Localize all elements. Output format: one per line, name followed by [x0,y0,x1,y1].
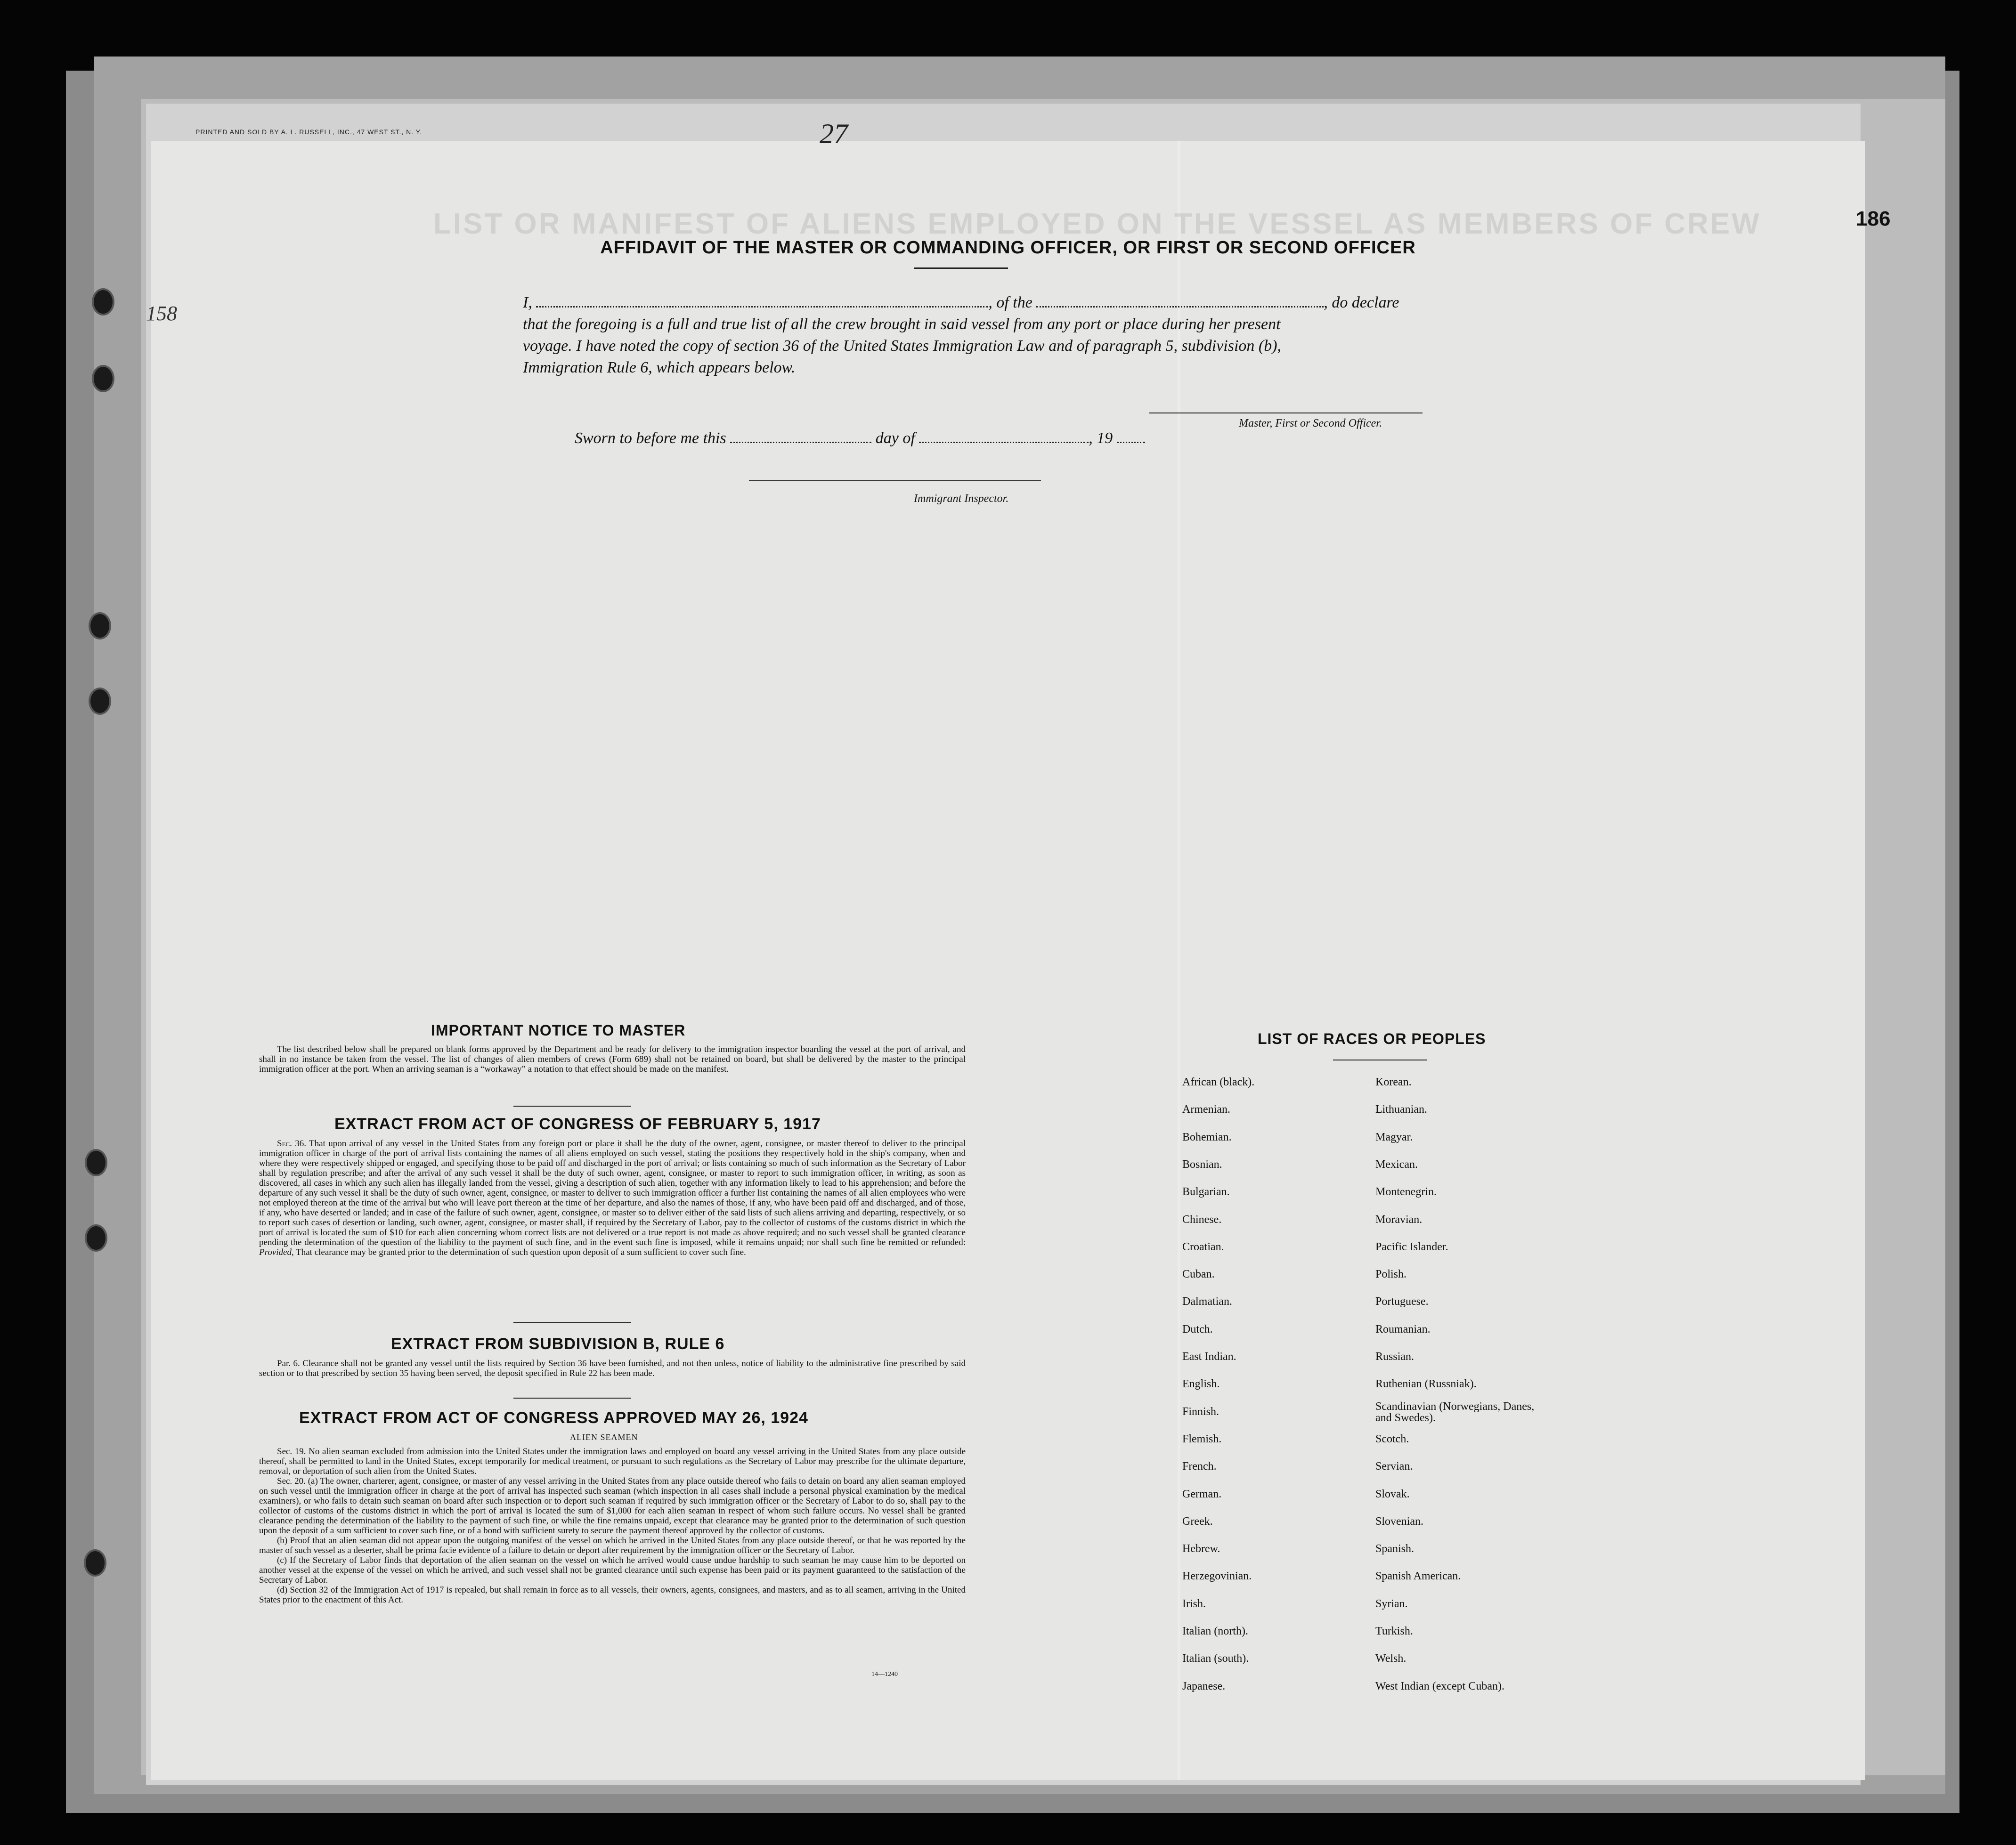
divider [513,1398,631,1399]
bleed-through-title: LIST OR MANIFEST OF ALIENS EMPLOYED ON THE VESSEL AS MEMBERS OF CREW [433,208,1761,240]
divider [513,1322,631,1323]
handwritten-mark: 27 [820,118,848,149]
extract-1917-title: EXTRACT FROM ACT OF CONGRESS OF FEBRUARY 5, 1917 [334,1115,821,1133]
blank-name [536,293,988,308]
race-item: Flemish. [1182,1432,1222,1445]
race-item: Spanish. [1375,1543,1414,1555]
race-item: Syrian. [1375,1597,1408,1610]
race-item: Bohemian. [1182,1131,1232,1143]
page-number: 186 [1856,207,1891,230]
race-item: Korean. [1375,1076,1412,1088]
fold-crease [1178,141,1180,1780]
sworn-text: Sworn to before me this [575,429,726,447]
day-of-text: day of [875,429,915,447]
race-item: Dutch. [1182,1323,1213,1335]
sec-19-paragraph: Sec. 19. No alien seaman excluded from admission into the United States under the immigration laws and employed on board any vessel arriving in the United States from any place outside thereof, shall be permitted to land in the United States, except temporarily for medical treatment, or pursuant to such regulations as the Secretary of Labor may prescribe for the ultimate departure, removal, or deportation of such alien from the United States. [259,1447,966,1476]
race-item: Irish. [1182,1597,1206,1610]
section-36-end: That clearance may be granted prior to the determination of such question upon deposit of a sum sufficient to cover such fine. [296,1247,746,1257]
section-label: Sec. 36. [277,1139,307,1149]
race-item: Dalmatian. [1182,1295,1232,1308]
sec-20c-paragraph: (c) If the Secretary of Labor finds that deportation of the alien seaman on the vessel on which he arrived would cause undue hardship to such seaman he may cause him to be deported on another vessel at the expense of the vessel on which he arrived, and such vessel shall not be granted clearance until such expense has been paid or its payment guaranteed to the satisfaction of the Secretary of Labor. [259,1555,966,1585]
race-item: Bulgarian. [1182,1186,1230,1198]
blank-month [919,429,1089,443]
race-item: Croatian. [1182,1240,1224,1253]
sec-20a-paragraph: Sec. 20. (a) The owner, charterer, agent, consignee, or master of any vessel arriving in the United States from any place outside thereof who fails to detain on board any alien seaman employed on such vessel until the immigration officer in charge at the port of arrival has inspected such seaman (which inspection in all cases shall include a personal physical examination by the medical examiners), or who fails to detain such seaman on board after such inspection or to deport such seaman if required by such immigration officer or the Secretary of Labor to do so, shall pay to the collector of customs of the customs district in which the port of arrival is located the sum of $1,000 for each alien seaman in respect of whom such failure occurs. No vessel shall be granted clearance pending the determination of the liability to the payment of such fine, or while the fine remains unpaid, except that clearance may be granted prior to the determination of such question upon the deposit of a sum sufficient to cover such fine, or of a bond with sufficient surety to secure the payment thereof approved by the collector of customs. [259,1476,966,1536]
race-item: Cuban. [1182,1268,1215,1281]
race-item: Scandinavian (Norwegians, Danes, and Swedes). [1375,1400,1535,1424]
notice-text [259,1044,966,1074]
race-item: Hebrew. [1182,1543,1220,1555]
blank-year [1117,429,1145,443]
sec-20d-paragraph: (d) Section 32 of the Immigration Act of 1917 is repealed, but shall remain in force as to all vessels, their owners, agents, consignees, and masters, and as to all seamen, arriving in the United States prior to the enactment of this Act. [259,1585,966,1605]
races-title: LIST OF RACES OR PEOPLES [1258,1030,1486,1047]
affidavit-line-4: Immigration Rule 6, which appears below. [523,359,796,376]
blank-vessel [1036,293,1324,308]
race-item: Polish. [1375,1268,1407,1281]
race-item: Bosnian. [1182,1158,1222,1171]
binder-hole [84,1549,106,1577]
section-36-text: That upon arrival of any vessel in the United States from any foreign port or place it shall be the duty of the owner, agent, consignee, or master thereof to deliver to the principal immigration officer in charge of the port of arrival lists containing the names of all aliens employed on such vessel, stating the positions they respectively hold in the ship's company, when and where they were respectively shipped or engaged, and specifying those to be paid off and discharged in the port of arrival; or lists containing so much of such information as the Secretary of Labor shall by regulation prescribe; and after the arrival of any such vessel it shall be the duty of such owner, agent, consignee, or master to report to such immigration officer, in writing, as soon as discovered, all cases in which any such alien has illegally landed from the vessel, giving a description of such alien, together with any information likely to lead to his apprehension; and before the departure of any such vessel it shall be the duty of such owner, agent, consignee, or master to deliver to such immigration officer a further list containing the names of all alien employees who were not employed thereon at the time of the arrival but who will leave port thereon at the time of her departure, and also the names of those, if any, who have been paid off and discharged, and of those, if any, who have deserted or landed; and in case of the failure of such owner, agent, consignee, or master so to deliver either of the said lists of such aliens arriving and departing, respectively, or so to report such cases of desertion or landing, such owner, agent, consignee, or master shall, if required by the Secretary of Labor, pay to the collector of customs of the customs district in which the port of arrival is located the sum of $10 for each alien concerning whom correct lists are not delivered or a true report is not made as above required; and no such vessel shall be granted clearance pending the determination of the question of the liability to the payment of such fine, and in the event such fine is imposed, while it remains unpaid; nor shall such fine be remitted or refunded: [259,1139,966,1247]
manifest-page [146,118,1891,1780]
extract-rule6-title: EXTRACT FROM SUBDIVISION B, RULE 6 [391,1335,725,1353]
race-item: East Indian. [1182,1351,1236,1363]
race-item: Russian. [1375,1351,1414,1363]
race-item: Slovenian. [1375,1515,1423,1528]
race-item: Spanish American. [1375,1570,1461,1583]
race-item: West Indian (except Cuban). [1375,1680,1504,1692]
binder-hole [89,688,111,715]
sec-20b-paragraph: (b) Proof that an alien seaman did not appear upon the outgoing manifest of the vessel on which he arrived in the United States from any place outside thereof, or that he was reported by the master of such vessel as a deserter, shall be prima facie evidence of a failure to detain or deport after requirement by the immigration officer or the Secretary of Labor. [259,1536,966,1555]
extract-1924-text [259,1447,966,1605]
race-item: Finnish. [1182,1405,1219,1418]
race-item: Turkish. [1375,1625,1413,1637]
affidavit-declare: , do declare [1324,294,1399,311]
race-item: French. [1182,1460,1217,1473]
race-item: Montenegrin. [1375,1186,1437,1198]
race-item: Herzegovinian. [1182,1570,1252,1583]
divider [513,1106,631,1107]
printer-imprint: PRINTED AND SOLD BY A. L. RUSSELL, INC., 47 WEST ST., N. Y. [195,128,423,136]
notice-title: IMPORTANT NOTICE TO MASTER [431,1022,686,1039]
signature-line [749,480,1041,481]
race-item: Italian (south). [1182,1652,1249,1665]
race-item: Armenian. [1182,1103,1230,1116]
extract-1924-title: EXTRACT FROM ACT OF CONGRESS APPROVED MAY 26, 1924 [299,1409,808,1427]
alien-seamen-subtitle: ALIEN SEAMEN [570,1432,638,1442]
extract-1917-text [259,1139,966,1257]
race-item: Welsh. [1375,1652,1406,1665]
affidavit-line-3: voyage. I have noted the copy of section 36 of the United States Immigration Law and of paragraph 5, subdivision (b), [523,337,1282,355]
master-signature-label: Master, First or Second Officer. [1239,417,1382,429]
race-item: African (black). [1182,1076,1255,1088]
binder-hole [92,365,114,392]
year-text: , 19 [1089,429,1113,447]
affidavit-line-2: that the foregoing is a full and true list of all the crew brought in said vessel from any port or place during her present [523,316,1281,333]
race-item: Pacific Islander. [1375,1240,1448,1253]
race-item: Moravian. [1375,1213,1423,1226]
binder-hole [85,1224,107,1252]
notice-paragraph: The list described below shall be prepared on blank forms approved by the Department and be ready for delivery to the immigration inspector boarding the vessel at the port of arrival, and shall in no instance be taken from the vessel. The list of changes of alien members of crews (Form 689) shall not be retained on board, but shall be delivered by the master to the principal immigration officer at the port. When an arriving seaman is a “workaway” a notation to that effect should be made on the manifest. [259,1044,966,1074]
race-item: Ruthenian (Russniak). [1375,1378,1477,1391]
sworn-line [575,428,1145,449]
affidavit-line-1 [523,292,1399,314]
handwritten-mark: 158 [146,302,177,325]
race-item: Magyar. [1375,1131,1413,1143]
extract-rule6-text [259,1359,966,1378]
race-item: Scotch. [1375,1432,1409,1445]
affidavit-of-the: , of the [988,294,1032,311]
race-item: Portuguese. [1375,1295,1429,1308]
race-item: German. [1182,1488,1222,1500]
race-item: Slovak. [1375,1488,1410,1500]
affidavit-title: AFFIDAVIT OF THE MASTER OR COMMANDING OFFICER, OR FIRST OR SECOND OFFICER [600,238,1416,258]
form-number: 14—1240 [871,1671,898,1678]
provided-label: Provided, [259,1247,294,1257]
race-item: Mexican. [1375,1158,1418,1171]
race-item: Japanese. [1182,1680,1226,1692]
race-item: Greek. [1182,1515,1213,1528]
divider [914,267,1008,269]
binder-hole [89,612,111,639]
binder-hole [92,288,114,316]
race-item: English. [1182,1378,1220,1391]
race-item: Servian. [1375,1460,1413,1473]
rule6-paragraph: Par. 6. Clearance shall not be granted any vessel until the lists required by Section 36 have been furnished, and not then unless, notice of liability to the administrative fine prescribed by said section or to that prescribed by section 35 having been served, the deposit specified in Rule 22 has been made. [259,1359,966,1378]
race-item: Roumanian. [1375,1323,1431,1335]
race-item: Lithuanian. [1375,1103,1427,1116]
race-item: Italian (north). [1182,1625,1248,1637]
race-item: Chinese. [1182,1213,1222,1226]
blank-day [730,429,871,443]
binder-hole [85,1149,107,1176]
affidavit-i: I, [523,294,532,311]
inspector-signature-label: Immigrant Inspector. [914,493,1009,505]
